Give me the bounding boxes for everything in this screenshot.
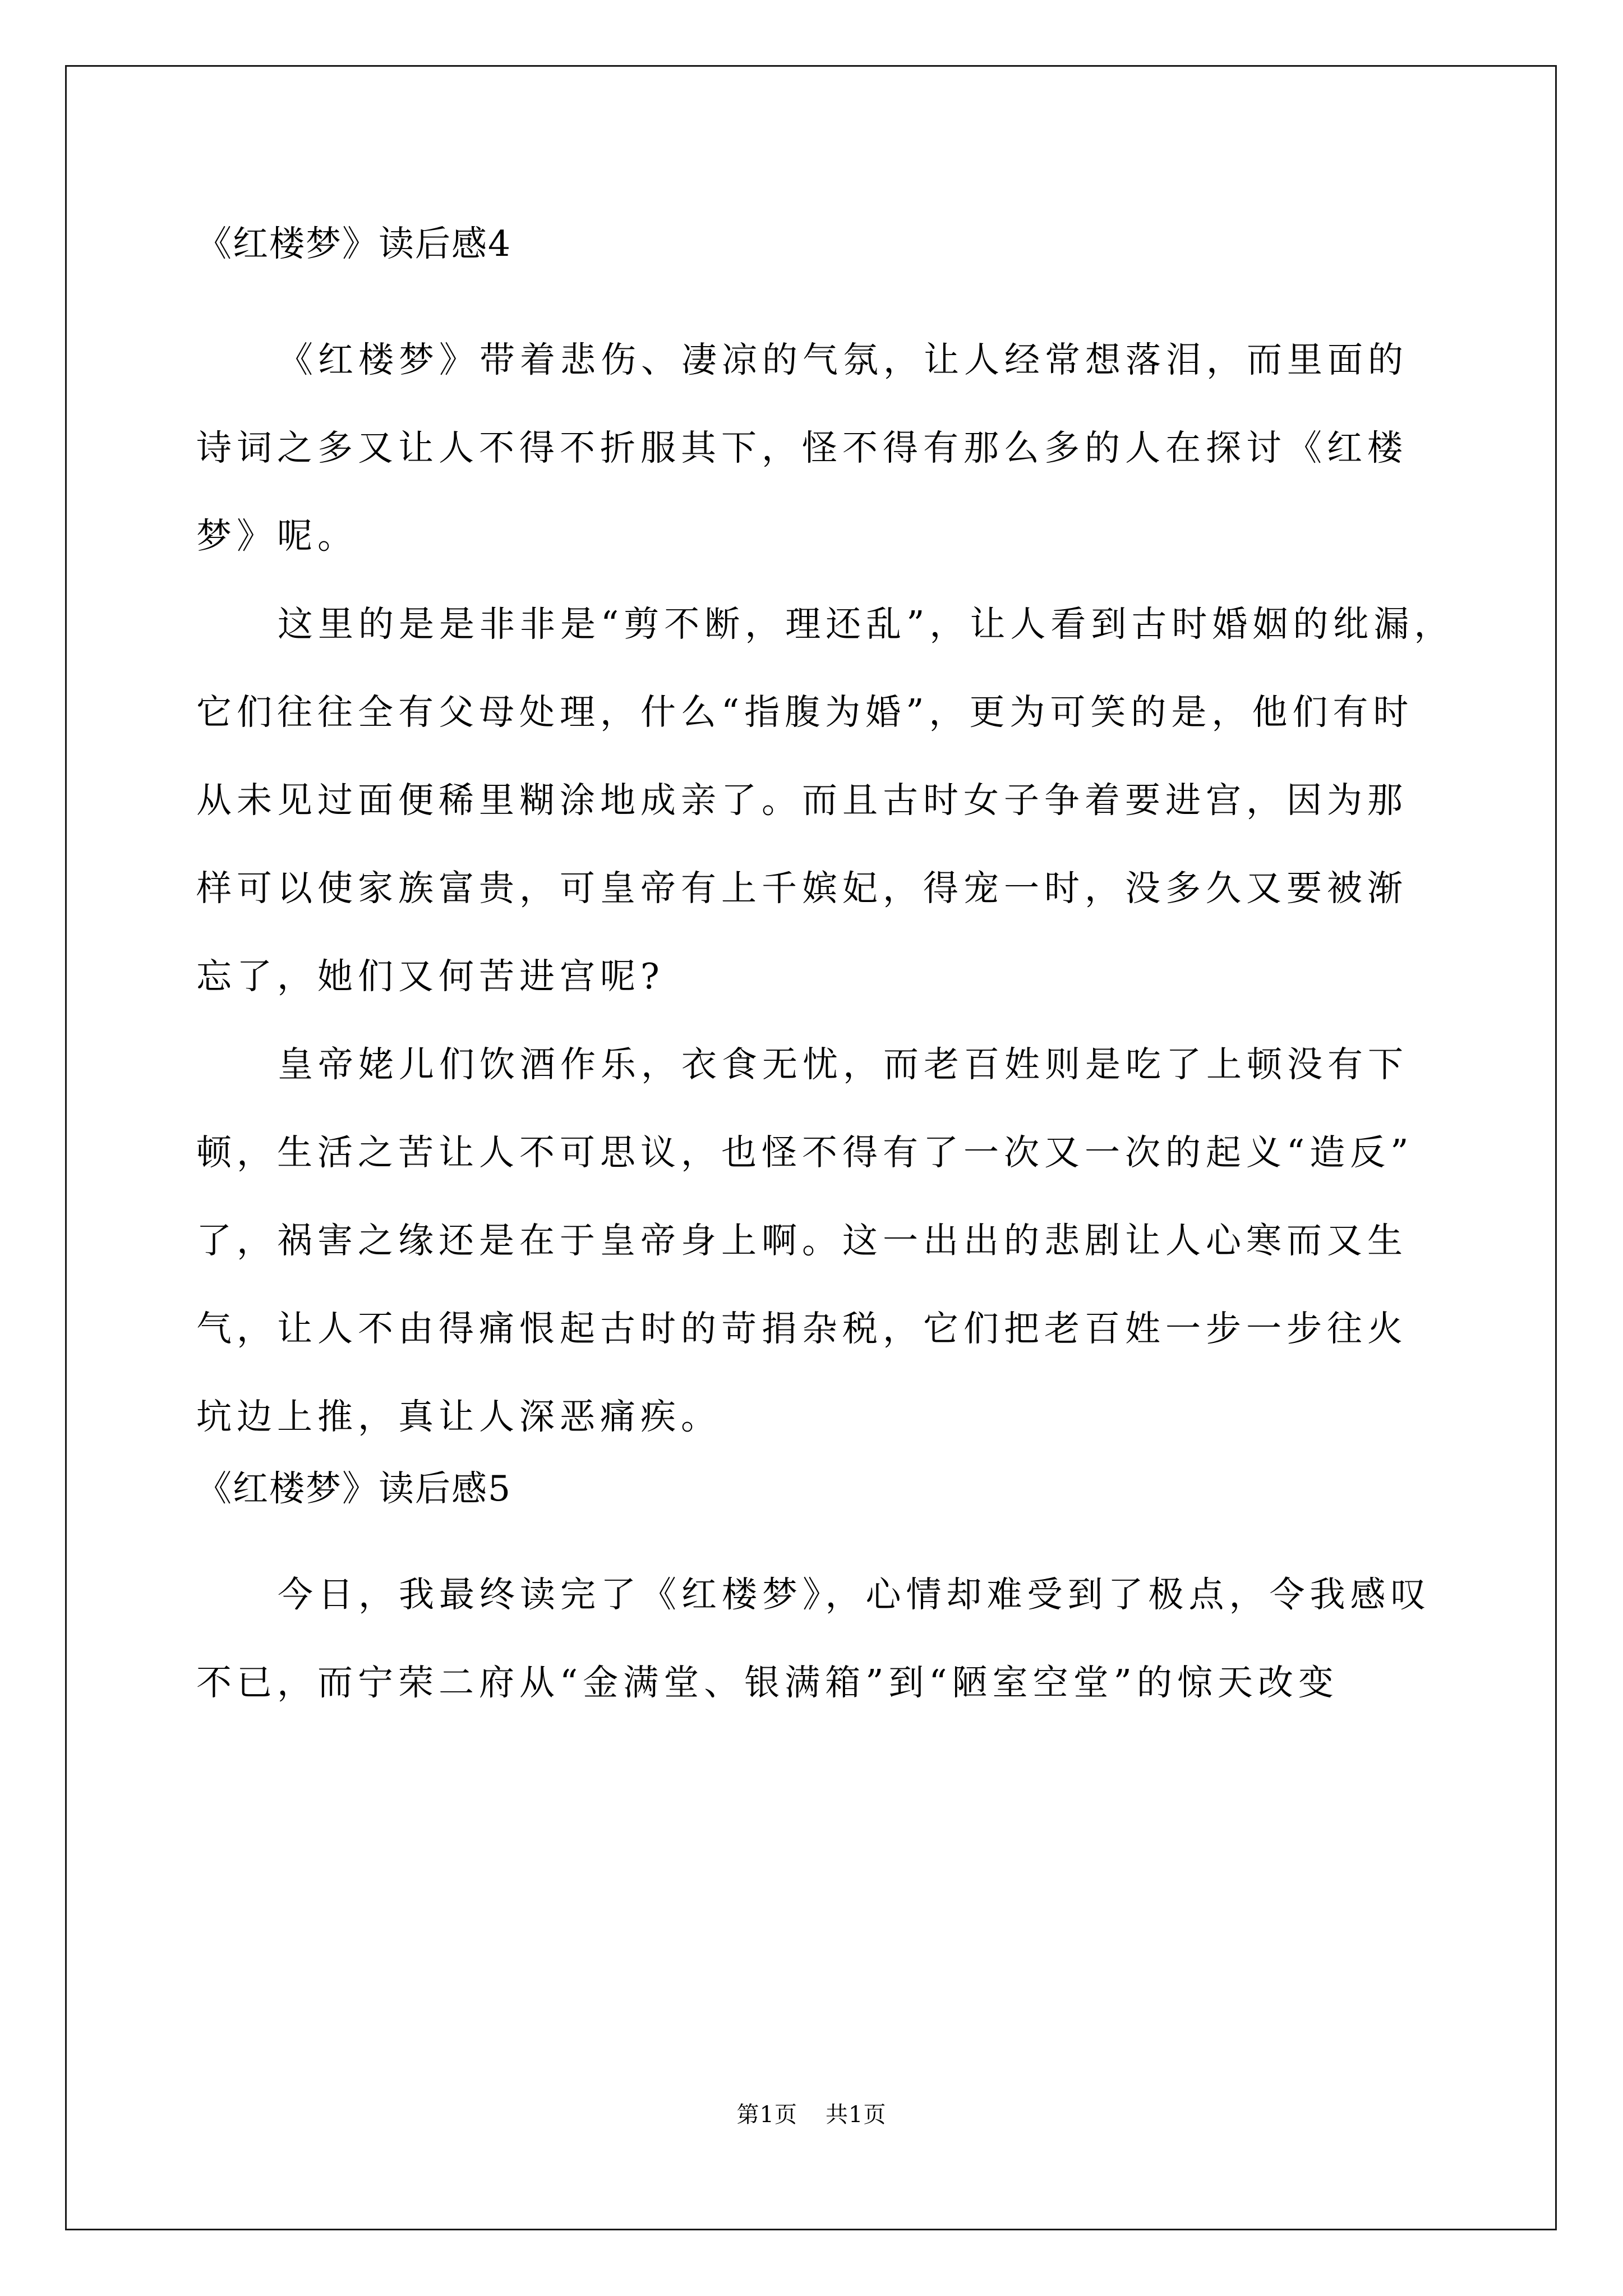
paragraph <box>196 1020 1430 1461</box>
text-line: 皇帝姥儿们饮酒作乐，衣食无忧，而老百姓则是吃了上顿没有下 <box>278 1044 1408 1085</box>
text-line: 《红楼梦》带着悲伤、凄凉的气氛，让人经常想落泪，而里面的 <box>278 339 1408 380</box>
text-line: 诗词之多又让人不得不折服其下，怪不得有那么多的人在探讨《红楼 <box>196 427 1408 468</box>
text-line: 坑边上推，真让人深恶痛疾。 <box>196 1396 721 1437</box>
section-title-4: 《红楼梦》读后感4 <box>196 223 512 264</box>
text-line: 样可以使家族富贵，可皇帝有上千嫔妃，得宠一时，没多久又要被渐 <box>196 868 1408 909</box>
text-line: 气，让人不由得痛恨起古时的苛捐杂税，它们把老百姓一步一步往火 <box>196 1308 1408 1349</box>
text-line: 顿，生活之苦让人不可思议，也怪不得有了一次又一次的起义“造反” <box>196 1132 1414 1173</box>
text-line: 梦》呢。 <box>196 516 358 556</box>
text-line: 不已，而宁荣二府从“金满堂、银满箱”到“陋室空堂”的惊天改变 <box>196 1662 1339 1703</box>
text-line: 从未见过面便稀里糊涂地成亲了。而且古时女子争着要进宫，因为那 <box>196 780 1408 821</box>
text-line: 忘了，她们又何苦进宫呢? <box>196 956 665 997</box>
text-line: 了，祸害之缘还是在于皇帝身上啊。这一出出的悲剧让人心寒而又生 <box>196 1220 1408 1261</box>
page-footer <box>0 2098 1623 2132</box>
page-total: 共1页 <box>826 2102 887 2128</box>
text-line: 这里的是是非非是“剪不断，理还乱”，让人看到古时婚姻的纰漏， <box>278 604 1455 645</box>
paragraph <box>196 1550 1430 1727</box>
section-title-5: 《红楼梦》读后感5 <box>196 1468 512 1509</box>
text-line: 今日，我最终读完了《红楼梦》，心情却难受到了极点，令我感叹 <box>278 1574 1431 1615</box>
paragraph <box>196 580 1455 1020</box>
paragraph <box>196 316 1430 580</box>
document-body <box>196 216 1455 1727</box>
page-number: 第1页 <box>736 2102 797 2128</box>
text-line: 它们往往全有父母处理，什么“指腹为婚”，更为可笑的是，他们有时 <box>196 692 1414 733</box>
